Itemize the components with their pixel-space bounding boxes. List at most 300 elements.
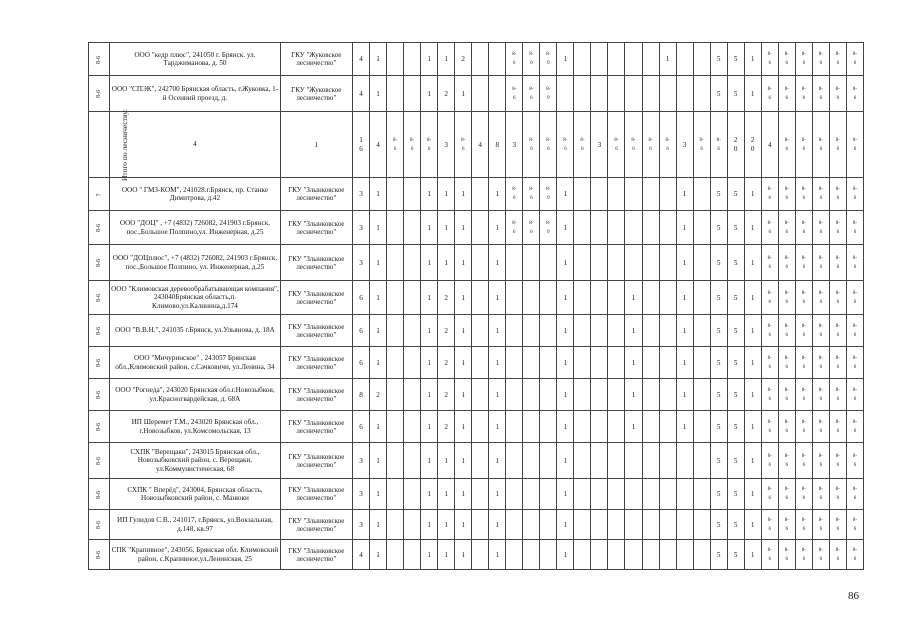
value-cell: 8- 6: [506, 76, 523, 112]
value-cell: 8- 6: [846, 245, 863, 281]
value-cell: 1: [744, 540, 761, 570]
forestry-cell: ГКУ "Злынковское лесничество": [280, 281, 352, 315]
row-number: [89, 245, 110, 281]
value-cell: 1: [370, 315, 387, 347]
value-cell: 1: [421, 379, 438, 411]
value-cell: 1: [744, 379, 761, 411]
value-cell: 8- 6: [846, 178, 863, 211]
value-cell: 8- 6: [608, 112, 625, 178]
value-cell: 1: [421, 411, 438, 443]
value-cell: 8- 6: [778, 178, 795, 211]
value-cell: 3: [352, 479, 369, 510]
value-cell: [659, 379, 676, 411]
row-number-label: 8-6: [96, 521, 103, 529]
value-cell: 8- 6: [829, 245, 846, 281]
value-cell: 4: [352, 43, 369, 76]
value-cell: [574, 76, 591, 112]
value-cell: 1: [455, 510, 472, 540]
value-cell: 1: [676, 315, 693, 347]
value-cell: 4: [761, 112, 778, 178]
value-cell: [642, 76, 659, 112]
value-cell: 8- 6: [812, 245, 829, 281]
value-cell: 8- 6: [846, 211, 863, 245]
value-cell: 8- 6: [795, 479, 812, 510]
value-cell: 1: [438, 245, 455, 281]
value-cell: [693, 76, 710, 112]
value-cell: 8- 6: [795, 510, 812, 540]
table-row: [89, 411, 864, 443]
value-cell: 1: [421, 479, 438, 510]
value-cell: 1: [676, 178, 693, 211]
value-cell: [625, 211, 642, 245]
value-cell: 5: [710, 479, 727, 510]
value-cell: [591, 443, 608, 479]
value-cell: [387, 76, 404, 112]
value-cell: 8- 6: [761, 510, 778, 540]
value-cell: 1: [421, 281, 438, 315]
value-cell: 1: [676, 211, 693, 245]
value-cell: 8- 6: [778, 315, 795, 347]
value-cell: 8- 6: [778, 112, 795, 178]
row-number-label: 8-6: [96, 391, 103, 399]
value-cell: 8- 6: [829, 112, 846, 178]
value-cell: 6: [352, 347, 369, 379]
value-cell: [642, 379, 659, 411]
value-cell: 1: [625, 281, 642, 315]
value-cell: [472, 43, 489, 76]
value-cell: [574, 379, 591, 411]
value-cell: [693, 347, 710, 379]
value-cell: 8- 6: [455, 112, 472, 178]
value-cell: 8- 6: [659, 112, 676, 178]
value-cell: 1: [744, 443, 761, 479]
value-cell: [540, 281, 557, 315]
value-cell: [404, 281, 421, 315]
organization-cell: ИП Шеремет Т.М., 243020 Брянская обл., г.Новозыбков, ул.Комсомольская, 13: [110, 411, 280, 443]
value-cell: [574, 211, 591, 245]
value-cell: 8- 6: [846, 540, 863, 570]
value-cell: 8- 6: [795, 379, 812, 411]
value-cell: 1: [438, 479, 455, 510]
value-cell: [625, 76, 642, 112]
row-number: [89, 76, 110, 112]
value-cell: 3: [352, 510, 369, 540]
value-cell: [472, 540, 489, 570]
row-number: [89, 281, 110, 315]
organization-cell: ООО "Климовская деревообрабатывающая компания", 243040Брянская область,п. Климово,ул.Калинина,д.174: [110, 281, 280, 315]
value-cell: 8- 6: [812, 315, 829, 347]
value-cell: 5: [710, 510, 727, 540]
organization-cell: ООО "Мичуринское" , 243057 Брянская обл.,Климовский район, с.Сачковичи, ул.Ленина, 34: [110, 347, 280, 379]
value-cell: 8- 6: [506, 211, 523, 245]
value-cell: 3: [352, 245, 369, 281]
value-cell: [506, 379, 523, 411]
value-cell: 5: [710, 443, 727, 479]
value-cell: [387, 281, 404, 315]
row-number-label: 8-6: [96, 90, 103, 98]
table-row: [89, 347, 864, 379]
row-number-label: 8-6: [96, 55, 103, 64]
value-cell: [472, 510, 489, 540]
value-cell: 8- 6: [761, 411, 778, 443]
value-cell: [489, 76, 506, 112]
value-cell: 8- 6: [761, 211, 778, 245]
value-cell: [591, 245, 608, 281]
value-cell: 5: [710, 281, 727, 315]
value-cell: 8- 6: [557, 112, 574, 178]
value-cell: [506, 479, 523, 510]
value-cell: 5: [727, 211, 744, 245]
value-cell: [523, 443, 540, 479]
value-cell: 8- 6: [829, 379, 846, 411]
value-cell: 8- 9: [540, 211, 557, 245]
value-cell: 8- 6: [778, 281, 795, 315]
value-cell: [404, 479, 421, 510]
value-cell: 8- 6: [846, 281, 863, 315]
row-number-label: 8-6: [96, 224, 103, 232]
row-number: [89, 411, 110, 443]
value-cell: 8- 6: [778, 443, 795, 479]
value-cell: [404, 43, 421, 76]
value-cell: 3: [352, 443, 369, 479]
value-cell: [506, 540, 523, 570]
value-cell: [693, 245, 710, 281]
value-cell: [693, 315, 710, 347]
table-row: [89, 379, 864, 411]
value-cell: 1: [676, 379, 693, 411]
value-cell: 8- 6: [846, 443, 863, 479]
value-cell: [676, 43, 693, 76]
value-cell: 1: [744, 76, 761, 112]
value-cell: 1: [455, 379, 472, 411]
value-cell: 1: [370, 479, 387, 510]
value-cell: 5: [727, 178, 744, 211]
value-cell: 8- 6: [812, 211, 829, 245]
page-number: 86: [848, 590, 859, 602]
value-cell: 5: [727, 315, 744, 347]
value-cell: [676, 510, 693, 540]
value-cell: 8- 6: [829, 43, 846, 76]
value-cell: [404, 315, 421, 347]
value-cell: 1: [370, 443, 387, 479]
value-cell: 8- 6: [846, 379, 863, 411]
value-cell: 1: [489, 315, 506, 347]
forestry-cell: ГКУ "Злынковское лесничество": [280, 510, 352, 540]
value-cell: 1: [489, 479, 506, 510]
value-cell: [693, 43, 710, 76]
row-number-label: 8-6: [96, 327, 103, 335]
value-cell: [404, 76, 421, 112]
value-cell: 8- 6: [846, 479, 863, 510]
value-cell: 8- 6: [795, 112, 812, 178]
value-cell: [642, 43, 659, 76]
value-cell: [387, 540, 404, 570]
row-number-label: 7: [96, 193, 103, 196]
value-cell: [523, 540, 540, 570]
value-cell: [472, 76, 489, 112]
value-cell: [659, 178, 676, 211]
value-cell: 5: [710, 245, 727, 281]
value-cell: 1: [455, 178, 472, 211]
row-number-label: 8-6: [96, 490, 103, 499]
value-cell: 8- 6: [523, 76, 540, 112]
value-cell: 1: [744, 347, 761, 379]
value-cell: [523, 411, 540, 443]
value-cell: 2: [438, 281, 455, 315]
value-cell: 1: [489, 245, 506, 281]
value-cell: 4: [352, 540, 369, 570]
value-cell: 1: [455, 411, 472, 443]
value-cell: [540, 245, 557, 281]
forestry-cell: ГКУ "Злынковское лесничество": [280, 315, 352, 347]
value-cell: [642, 281, 659, 315]
forestry-cell: ГКУ "Злынковское лесничество": [280, 411, 352, 443]
value-cell: 1: [489, 443, 506, 479]
value-cell: 8- 6: [812, 510, 829, 540]
value-cell: [608, 43, 625, 76]
value-cell: 1: [421, 347, 438, 379]
value-cell: [472, 281, 489, 315]
value-cell: 8- 6: [846, 43, 863, 76]
organization-cell: ООО "Рогнеда", 243020 Брянская обл.г.Новозыбков, ул.Красногвардейская, д. 68А: [110, 379, 280, 411]
table-row: [89, 315, 864, 347]
value-cell: 2: [438, 379, 455, 411]
value-cell: 3: [676, 112, 693, 178]
value-cell: [591, 347, 608, 379]
value-cell: [404, 510, 421, 540]
value-cell: 2 0: [727, 112, 744, 178]
value-cell: 8- 6: [540, 112, 557, 178]
value-cell: 1: [659, 43, 676, 76]
value-cell: 1: [455, 443, 472, 479]
value-cell: [625, 443, 642, 479]
value-cell: 8- 6: [829, 510, 846, 540]
value-cell: [472, 178, 489, 211]
value-cell: 4: [370, 112, 387, 178]
value-cell: [591, 178, 608, 211]
value-cell: [506, 281, 523, 315]
value-cell: [574, 540, 591, 570]
value-cell: 1: [744, 43, 761, 76]
value-cell: [472, 379, 489, 411]
organization-cell: СХПК " Вперёд", 243004, Брянская область, Новозыбковский район, с. Манюки: [110, 479, 280, 510]
value-cell: 5: [727, 281, 744, 315]
value-cell: 8- 6: [710, 112, 727, 178]
value-cell: 8- 6: [795, 178, 812, 211]
value-cell: [642, 347, 659, 379]
value-cell: 5: [727, 479, 744, 510]
value-cell: [404, 540, 421, 570]
value-cell: 5: [727, 540, 744, 570]
value-cell: [608, 510, 625, 540]
value-cell: 8- 6: [778, 245, 795, 281]
value-cell: 5: [727, 245, 744, 281]
value-cell: 1: [370, 245, 387, 281]
value-cell: 1: [370, 411, 387, 443]
value-cell: 8- 6: [506, 43, 523, 76]
row-number-label: 8-6: [96, 359, 103, 367]
value-cell: [472, 347, 489, 379]
value-cell: 8- 6: [387, 112, 404, 178]
value-cell: 1: [489, 540, 506, 570]
value-cell: 8- 6: [846, 347, 863, 379]
row-number-label: 8-6: [96, 551, 103, 559]
value-cell: 1: [455, 211, 472, 245]
value-cell: [642, 443, 659, 479]
value-cell: 1: [557, 479, 574, 510]
value-cell: [506, 245, 523, 281]
value-cell: 3: [438, 112, 455, 178]
value-cell: [523, 245, 540, 281]
value-cell: 8- 6: [829, 315, 846, 347]
value-cell: 1: [370, 211, 387, 245]
value-cell: [591, 281, 608, 315]
value-cell: 1: [455, 245, 472, 281]
row-number: [89, 379, 110, 411]
value-cell: [404, 411, 421, 443]
value-cell: [659, 347, 676, 379]
value-cell: [574, 315, 591, 347]
value-cell: 4: [472, 112, 489, 178]
value-cell: 1: [557, 315, 574, 347]
value-cell: 5: [710, 379, 727, 411]
value-cell: 1: [676, 245, 693, 281]
forestry-cell: ГКУ "Жуковское лесничество": [280, 76, 352, 112]
value-cell: [608, 178, 625, 211]
value-cell: 8- 6: [523, 211, 540, 245]
value-cell: 8- 6: [829, 178, 846, 211]
value-cell: [659, 211, 676, 245]
value-cell: [404, 347, 421, 379]
value-cell: 8- 6: [761, 178, 778, 211]
value-cell: 8- 6: [778, 540, 795, 570]
value-cell: 8- 6: [778, 347, 795, 379]
value-cell: [387, 211, 404, 245]
value-cell: [506, 443, 523, 479]
value-cell: [625, 178, 642, 211]
forestry-cell: ГКУ "Злынковское лесничество": [280, 479, 352, 510]
value-cell: [591, 315, 608, 347]
value-cell: [693, 379, 710, 411]
value-cell: 8- 9: [540, 178, 557, 211]
value-cell: [659, 540, 676, 570]
value-cell: [591, 76, 608, 112]
value-cell: [574, 347, 591, 379]
value-cell: [506, 347, 523, 379]
value-cell: 1: [489, 379, 506, 411]
table-row: [89, 443, 864, 479]
value-cell: 8- 6: [778, 379, 795, 411]
value-cell: 5: [727, 379, 744, 411]
value-cell: 8- 6: [829, 479, 846, 510]
value-cell: [523, 281, 540, 315]
value-cell: [540, 479, 557, 510]
value-cell: 1: [489, 510, 506, 540]
value-cell: 8- 6: [795, 76, 812, 112]
value-cell: 8- 6: [795, 211, 812, 245]
forestry-cell: ГКУ "Злынковское лесничество": [280, 178, 352, 211]
value-cell: [591, 43, 608, 76]
value-cell: 1: [625, 379, 642, 411]
value-cell: [659, 281, 676, 315]
value-cell: 5: [727, 411, 744, 443]
value-cell: [574, 43, 591, 76]
value-cell: 2: [438, 315, 455, 347]
value-cell: [676, 479, 693, 510]
value-cell: [676, 443, 693, 479]
value-cell: 1: [557, 510, 574, 540]
value-cell: [608, 479, 625, 510]
value-cell: 1: [557, 43, 574, 76]
value-cell: 8- 6: [795, 443, 812, 479]
value-cell: 1: [455, 347, 472, 379]
value-cell: [540, 347, 557, 379]
value-cell: [387, 245, 404, 281]
value-cell: 1: [744, 510, 761, 540]
value-cell: 8- 6: [506, 178, 523, 211]
value-cell: 6: [352, 281, 369, 315]
value-cell: [693, 211, 710, 245]
value-cell: 8- 6: [795, 43, 812, 76]
organization-cell: СХПК "Верещаки", 243015 Брянская обл., Новозыбковский район, с. Верещаки, ул.Коммунистическая, 68: [110, 443, 280, 479]
organization-cell: СПК "Крапивное", 243056, Брянская обл. Климовский район, с.Крапивное,ул.Ленинская, 25: [110, 540, 280, 570]
value-cell: 8- 6: [812, 411, 829, 443]
value-cell: 8- 6: [812, 178, 829, 211]
value-cell: 1: [625, 411, 642, 443]
value-cell: 1: [421, 43, 438, 76]
value-cell: 1: [370, 178, 387, 211]
value-cell: [625, 43, 642, 76]
value-cell: [625, 540, 642, 570]
value-cell: [625, 510, 642, 540]
value-cell: [693, 178, 710, 211]
value-cell: 8- 6: [761, 43, 778, 76]
value-cell: 2: [370, 379, 387, 411]
table-row: [89, 211, 864, 245]
forestry-cell: ГКУ "Жуковское лесничество": [280, 43, 352, 76]
value-cell: [574, 245, 591, 281]
value-cell: [642, 540, 659, 570]
value-cell: 8- 6: [778, 43, 795, 76]
value-cell: [540, 540, 557, 570]
value-cell: [540, 411, 557, 443]
value-cell: 8- 6: [846, 112, 863, 178]
value-cell: 8- 6: [812, 347, 829, 379]
value-cell: 1: [744, 281, 761, 315]
row-number: [89, 43, 110, 76]
value-cell: 8- 6: [761, 245, 778, 281]
value-cell: 1: [744, 245, 761, 281]
value-cell: 1: [370, 281, 387, 315]
value-cell: 1: [421, 540, 438, 570]
table-row: [89, 540, 864, 570]
value-cell: 3: [506, 112, 523, 178]
value-cell: 8- 6: [761, 540, 778, 570]
value-cell: 2: [455, 43, 472, 76]
value-cell: 8- 9: [540, 76, 557, 112]
value-cell: 1: [676, 347, 693, 379]
value-cell: [387, 178, 404, 211]
value-cell: 8- 6: [829, 281, 846, 315]
value-cell: 1: [370, 540, 387, 570]
value-cell: 8- 6: [761, 379, 778, 411]
value-cell: [608, 281, 625, 315]
value-cell: 1: [676, 281, 693, 315]
value-cell: 1: [744, 178, 761, 211]
value-cell: 8- 6: [846, 315, 863, 347]
value-cell: 2: [438, 411, 455, 443]
value-cell: [693, 443, 710, 479]
